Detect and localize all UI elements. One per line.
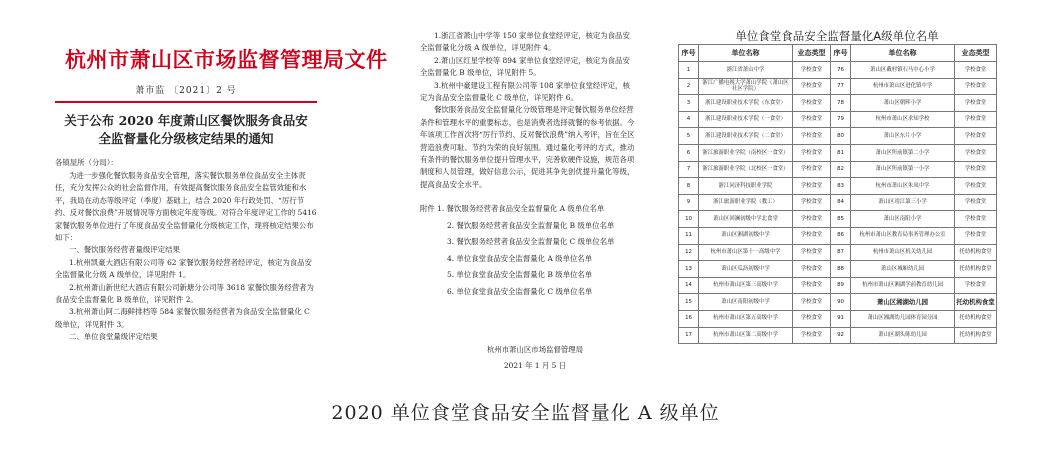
- table-cell: 8: [679, 178, 699, 195]
- table-cell: 79: [831, 111, 851, 128]
- table-cell: 托幼机构食堂: [955, 327, 997, 344]
- table-cell: 萧山区朝晖小学: [851, 95, 955, 112]
- table-cell: 萧山区南阳小学: [851, 211, 955, 228]
- table-cell: 杭州市萧山区湘湖学前教育幼儿园: [851, 277, 955, 294]
- table-cell: 学校食堂: [955, 277, 997, 294]
- notice-title-line: 全监督量化分级核定结果的通知: [98, 131, 274, 146]
- signature-block: [480, 342, 590, 374]
- table-row: [679, 327, 997, 344]
- table-cell: 88: [831, 261, 851, 278]
- table-cell: 学校食堂: [955, 227, 997, 244]
- table-cell: 6: [679, 144, 699, 161]
- issuer-name: 杭州市萧山区市场监督管理局: [486, 345, 584, 354]
- table-cell: 17: [679, 327, 699, 344]
- table-cell: 82: [831, 161, 851, 178]
- paragraph: 二、单位食堂量级评定结果: [69, 332, 158, 342]
- table-cell: 10: [679, 211, 699, 228]
- notice-title: [55, 112, 317, 148]
- table-cell: 学校食堂: [955, 194, 997, 211]
- table-row: [679, 294, 997, 311]
- table-header-row: [679, 45, 997, 62]
- annex-item: 5. 单位食堂食品安全监督量化 B 级单位名单: [447, 270, 593, 280]
- table-cell: 杭州市萧山区教育局事务管理办公室: [851, 227, 955, 244]
- table-cell: 80: [831, 128, 851, 145]
- table-row: [679, 227, 997, 244]
- table-cell: 学校食堂: [793, 128, 831, 145]
- table-cell: 5: [679, 128, 699, 145]
- table-cell: 9: [679, 194, 699, 211]
- table-cell: 学校食堂: [955, 144, 997, 161]
- a-level-unit-table: [678, 44, 997, 344]
- table-cell: 学校食堂: [955, 78, 997, 95]
- table-cell: 11: [679, 227, 699, 244]
- table-cell: 浙江建设职业技术学院（二食堂）: [699, 128, 793, 145]
- table-cell: 萧山区东片小学: [851, 128, 955, 145]
- table-cell: 83: [831, 178, 851, 195]
- page-2-notice: [420, 30, 635, 382]
- table-cell: 1: [679, 62, 699, 79]
- table-title: 单位食堂食品安全监督量化A级单位名单: [735, 29, 939, 43]
- paragraph: 3.杭州中豪建设工程有限公司等 108 家单位食堂经评定，核定为食品安全监督量化 C 级单位，详见附件 6。: [420, 80, 630, 103]
- table-row: [679, 277, 997, 294]
- table-cell: 85: [831, 211, 851, 228]
- table-cell: 91: [831, 310, 851, 327]
- table-cell: 萧山区湘湖幼儿园: [851, 294, 955, 311]
- table-cell: 77: [831, 78, 851, 95]
- annex-item: 4. 单位食堂食品安全监督量化 A 级单位名单: [447, 253, 593, 263]
- paragraph: 2.萧山区红星学校等 894 家单位食堂经评定，核定为食品安全监督量化 B 级单位，详见附件 5。: [420, 55, 630, 78]
- annex-item: 附件 1. 餐饮服务经营者食品安全监督量化 A 级单位名单: [420, 204, 605, 214]
- table-cell: 浙江同济科技职业学院: [699, 178, 793, 195]
- notice-title-line: 关于公布 2020 年度萧山区餐饮服务食品安: [64, 113, 308, 128]
- table-cell: 萧山区靖江第三小学: [851, 194, 955, 211]
- table-row: [679, 310, 997, 327]
- table-cell: 托幼机构食堂: [955, 261, 997, 278]
- annex-item: 6. 单位食堂食品安全监督量化 C 级单位名单: [447, 286, 593, 296]
- table-cell: 萧山区瓜沥初级中学: [699, 261, 793, 278]
- table-cell: 学校食堂: [793, 161, 831, 178]
- table-cell: 学校食堂: [955, 62, 997, 79]
- red-divider: [55, 101, 317, 103]
- table-cell: 86: [831, 227, 851, 244]
- table-cell: 萧山区回澜初级中学北食堂: [699, 211, 793, 228]
- table-cell: 学校食堂: [955, 128, 997, 145]
- table-row: [679, 111, 997, 128]
- table-row: [679, 161, 997, 178]
- table-row: [679, 95, 997, 112]
- table-cell: 学校食堂: [793, 194, 831, 211]
- table-cell: 浙江广播电视大学萧山学院（萧山区社区学院）: [699, 78, 793, 95]
- image-caption: 2020 单位食堂食品安全监督量化 A 级单位: [331, 402, 720, 424]
- header-cell: 序号: [831, 45, 851, 62]
- header-cell: 业态类型: [793, 45, 831, 62]
- table-cell: 2: [679, 78, 699, 95]
- table-cell: 89: [831, 277, 851, 294]
- table-cell: 杭州市萧山区进化镇中学: [851, 78, 955, 95]
- table-cell: 学校食堂: [793, 244, 831, 261]
- table-cell: 学校食堂: [793, 294, 831, 311]
- table-cell: 学校食堂: [793, 211, 831, 228]
- table-cell: 萧山区所前镇第一小学: [851, 161, 955, 178]
- table-cell: 学校食堂: [793, 327, 831, 344]
- table-cell: 90: [831, 294, 851, 311]
- table-cell: 浙江建设职业技术学院（东食堂）: [699, 95, 793, 112]
- paragraph: 1.浙江省萧山中学等 150 家单位食堂经评定，核定为食品安全监督量化分级 A 级单位，详见附件 4。: [420, 31, 630, 53]
- table-row: [679, 194, 997, 211]
- table-cell: 托幼机构食堂: [955, 244, 997, 261]
- table-row: [679, 178, 997, 195]
- table-cell: 萧山区城厢幼儿园: [851, 261, 955, 278]
- paragraph: 餐饮服务食品安全监督量化分级管理是评定餐饮服务单位经营条件和管理水平的重要标志，也是消费者选择就餐的参考依据。今年该项工作首次将“厉行节约、反对餐饮浪费”纳入考评，旨在全区营造浪费可耻、节约为荣的良好氛围。通过量化考评的方式，推动有条件的餐饮服务单位提升管理水平，完善软硬件设施，规范各项制度和人员管理，做好信息公示，促进其争先创优提升量化等级，提高食品安全水平。: [420, 105, 635, 189]
- table-row: [679, 128, 997, 145]
- table-cell: 学校食堂: [793, 62, 831, 79]
- table-cell: 浙江建设职业技术学院（一食堂）: [699, 111, 793, 128]
- notice-body: [55, 170, 317, 344]
- table-cell: 学校食堂: [955, 178, 997, 195]
- table-row: [679, 261, 997, 278]
- table-row: [679, 244, 997, 261]
- table-row: [679, 78, 997, 95]
- table-cell: 84: [831, 194, 851, 211]
- table-cell: 76: [831, 62, 851, 79]
- table-cell: 杭州市萧山区第三高级中学: [699, 277, 793, 294]
- table-cell: 杭州市萧山区第十一高级中学: [699, 244, 793, 261]
- table-cell: 萧山区戴村镇石马中心小学: [851, 62, 955, 79]
- table-cell: 学校食堂: [793, 261, 831, 278]
- paragraph: 1.杭州凯豪大酒店有限公司等 62 家餐饮服务经营者经评定，核定为食品安全监督量化分级 A 级单位，详见附件 1。: [55, 257, 312, 280]
- table-cell: 浙江旅游职业学院（北校区一食堂）: [699, 161, 793, 178]
- table-cell: 萧山区南阳初级中学: [699, 294, 793, 311]
- table-cell: 浙江旅游职业学院（南校区一食堂）: [699, 144, 793, 161]
- table-cell: 学校食堂: [793, 178, 831, 195]
- table-cell: 浙江省萧山中学: [699, 62, 793, 79]
- table-cell: 学校食堂: [955, 211, 997, 228]
- annex-item: 2. 餐饮服务经营者食品安全监督量化 B 级单位名单: [447, 220, 615, 230]
- page-1-notice: [55, 30, 388, 382]
- page-3-table: [678, 28, 996, 382]
- table-cell: 学校食堂: [793, 95, 831, 112]
- table-cell: 15: [679, 294, 699, 311]
- table-cell: 学校食堂: [793, 144, 831, 161]
- header-cell: 业态类型: [955, 45, 997, 62]
- table-cell: 学校食堂: [793, 111, 831, 128]
- table-cell: 3: [679, 95, 699, 112]
- table-cell: 92: [831, 327, 851, 344]
- header-cell: 单位名称: [699, 45, 793, 62]
- paragraph: 一、餐饮服务经营者量级评定结果: [69, 245, 180, 255]
- table-cell: 萧山区湘湖初级中学: [699, 227, 793, 244]
- table-row: [679, 62, 997, 79]
- table-cell: 萧山区湘湖幼儿园体育园分园: [851, 310, 955, 327]
- table-cell: 萧山区湖头陈幼儿园: [851, 327, 955, 344]
- table-cell: 7: [679, 161, 699, 178]
- table-cell: 学校食堂: [955, 95, 997, 112]
- table-cell: 学校食堂: [793, 227, 831, 244]
- table-body: [679, 62, 997, 344]
- table-cell: 浙江旅游职业学院（教工）: [699, 194, 793, 211]
- annex-list: [420, 201, 635, 300]
- issue-date: 2021 年 1 月 5 日: [503, 361, 567, 370]
- table-cell: 萧山区所前镇第二小学: [851, 144, 955, 161]
- document-header: 杭州市萧山区市场监督管理局文件: [65, 47, 388, 72]
- table-cell: 78: [831, 95, 851, 112]
- header-cell: 序号: [679, 45, 699, 62]
- table-cell: 12: [679, 244, 699, 261]
- table-cell: 14: [679, 277, 699, 294]
- table-cell: 学校食堂: [955, 161, 997, 178]
- table-cell: 学校食堂: [955, 111, 997, 128]
- table-row: [679, 211, 997, 228]
- paragraph: 2.杭州萧山新世纪大酒店有限公司新塘分公司等 3618 家餐饮服务经营者为食品安全监督量化 B 级单位，详见附件 2。: [55, 282, 314, 305]
- table-cell: 学校食堂: [793, 78, 831, 95]
- table-cell: 81: [831, 144, 851, 161]
- paragraph: 为进一步强化餐饮服务食品安全管理，落实餐饮服务单位食品安全主体责任，充分发挥公众的社会监督作用，有效提高餐饮服务食品安全监管效能和水平，我局在动态等级评定（季度）基础上，结合 2020 年行政处罚、“厉行节约、反对餐饮浪费”开展情况等方面核定年度等级。对符合年度评定工作的 5416 家餐饮服务单位进行了年度食品安全监督量化分级核定工作，现将核定结果公布如下：: [55, 171, 317, 243]
- table-cell: 托幼机构食堂: [955, 310, 997, 327]
- table-cell: 学校食堂: [793, 310, 831, 327]
- header-cell: 单位名称: [851, 45, 955, 62]
- table-cell: 16: [679, 310, 699, 327]
- table-cell: 87: [831, 244, 851, 261]
- table-row: [679, 144, 997, 161]
- annex-item: 3. 餐饮服务经营者食品安全监督量化 C 级单位名单: [447, 237, 615, 247]
- table-cell: 杭州市萧山区第五高级中学: [699, 310, 793, 327]
- addressee: 各镇屋所（分局）：: [55, 158, 118, 167]
- table-cell: 4: [679, 111, 699, 128]
- table-cell: 杭州市萧山区朱凤中学: [851, 178, 955, 195]
- document-number: 萧市监 〔2021〕2 号: [135, 86, 237, 96]
- table-cell: 13: [679, 261, 699, 278]
- table-cell: 杭州市萧山区机关幼儿园: [851, 244, 955, 261]
- paragraph: 3.杭州萧山阿二海鲜排档等 584 家餐饮服务经营者为食品安全监督量化 C 级单位，详见附件 3。: [55, 307, 310, 329]
- table-cell: 托幼机构食堂: [955, 294, 997, 311]
- table-cell: 杭州市萧山区求知学校: [851, 111, 955, 128]
- table-cell: 学校食堂: [793, 277, 831, 294]
- table-cell: 杭州市萧山区第二高级中学: [699, 327, 793, 344]
